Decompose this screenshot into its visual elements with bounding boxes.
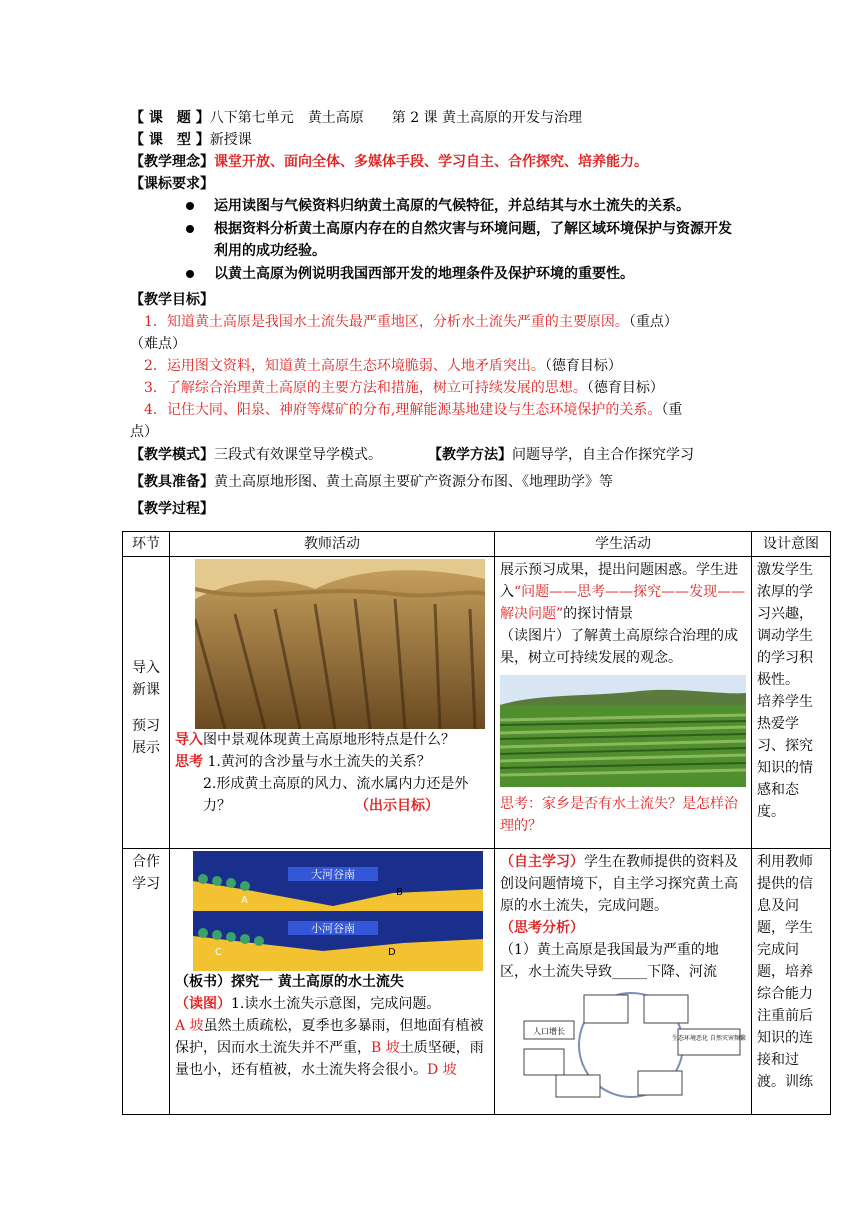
student-text-1a: 展示预习成果，提出问题困惑。学生进入 bbox=[500, 562, 738, 600]
student-text-1 bbox=[500, 559, 746, 625]
type-value: 新授课 bbox=[209, 132, 252, 148]
segment-intro: 导入新课 bbox=[132, 660, 160, 698]
lesson-topic-line bbox=[130, 108, 582, 128]
bullet-icon bbox=[186, 270, 194, 278]
student-activity-cell bbox=[495, 849, 752, 1115]
slope-b-text: 土质坚硬，雨量也小，还有植被，水土流失将会很小。 bbox=[175, 1040, 484, 1078]
board-note: （板书）探究一 黄土高原的水土流失 bbox=[175, 974, 404, 990]
goal-3-tag: （德育目标） bbox=[586, 380, 664, 396]
slope-analysis bbox=[175, 1015, 489, 1081]
analysis-label: （思考分析） bbox=[500, 920, 584, 936]
table-header-row bbox=[123, 532, 831, 557]
goal-4-tag: （重 bbox=[661, 402, 683, 418]
mode-label: 【教学模式】 bbox=[130, 447, 214, 463]
tools-line bbox=[130, 472, 613, 492]
design-intent-cell bbox=[752, 557, 831, 849]
goal-3-text: 3．了解综合治理黄土高原的主要方法和措施，树立可持续发展的思想。 bbox=[144, 380, 587, 396]
slope-b-label: B 坡 bbox=[371, 1040, 400, 1056]
think-question-2: 2.形成黄土高原的风力、流水属内力还是外力？ bbox=[203, 776, 469, 814]
mode-value: 三段式有效课堂导学模式。 bbox=[214, 447, 382, 463]
intent-text-1: 激发学生浓厚的学习兴趣，调动学生的学习积极性。 bbox=[757, 562, 813, 688]
slope-d-label: D 坡 bbox=[427, 1062, 457, 1078]
table-row bbox=[123, 849, 831, 1115]
table-row bbox=[123, 557, 831, 849]
goal-1-text: 1．知道黄土高原是我国水土流失最严重地区，分析水土流失严重的主要原因。 bbox=[144, 314, 629, 330]
goal-1 bbox=[144, 312, 678, 332]
lesson-type-line bbox=[130, 130, 252, 150]
goal-4-tag2: 点） bbox=[130, 424, 158, 440]
svg-text:A: A bbox=[241, 895, 248, 906]
student-text-1c: 的探讨情景 bbox=[563, 606, 634, 622]
flow-box-1: 人口增长 bbox=[533, 1027, 565, 1036]
process-label: 【教学过程】 bbox=[130, 501, 214, 517]
think-label: 思考 bbox=[175, 754, 203, 770]
slope-a-text: 虽然土质疏松，夏季也多暴雨，但地面有植被保护，因而水土流失并不严重， bbox=[175, 1018, 484, 1056]
goal-4-text: 4．记住大同、阳泉、神府等煤矿的分布,理解能源基地建设与生态环境保护的关系。 bbox=[144, 402, 662, 418]
intro-question: 图中景观体现黄土高原地形特点是什么？ bbox=[203, 732, 455, 748]
cause-effect-flow-diagram bbox=[516, 987, 746, 1099]
standard-item-1: 运用读图与气候资料归纳黄土高原的气候特征，并总结其与水土流失的关系。 bbox=[214, 198, 690, 214]
segment-coop: 合作学习 bbox=[132, 854, 160, 892]
teacher-activity-cell bbox=[170, 849, 495, 1115]
terraced-fields-photo bbox=[500, 675, 746, 787]
student-text-2: （读图片）了解黄土高原综合治理的成果，树立可持续发展的观念。 bbox=[500, 628, 738, 666]
idea-label: 【教学理念】 bbox=[130, 154, 214, 170]
diagram-label-bottom: 小河谷南 bbox=[311, 922, 355, 935]
svg-text:D: D bbox=[388, 947, 396, 958]
analysis-question-1: （1）黄土高原是我国最为严重的地区，水土流失导致_____下降、河流 bbox=[500, 942, 719, 980]
mode-method-line bbox=[130, 445, 694, 465]
show-goal-label: （出示目标） bbox=[355, 798, 439, 814]
svg-text:B: B bbox=[396, 887, 403, 898]
standards-label: 【课标要求】 bbox=[130, 176, 214, 192]
topic-value: 八下第七单元 黄土高原 第 2 课 黄土高原的开发与治理 bbox=[209, 110, 583, 126]
method-value: 问题导学，自主合作探究学习 bbox=[512, 447, 694, 463]
bullet-icon bbox=[186, 202, 194, 210]
loess-gully-photo bbox=[195, 559, 485, 729]
goals-label: 【教学目标】 bbox=[130, 292, 214, 308]
slope-a-label: A 坡 bbox=[175, 1018, 204, 1034]
tools-value: 黄土高原地形图、黄土高原主要矿产资源分布图、《地理助学》等 bbox=[214, 474, 613, 490]
header-student: 学生活动 bbox=[495, 532, 752, 557]
goal-4 bbox=[144, 400, 682, 420]
design-intent-cell bbox=[752, 849, 831, 1115]
standard-item-3: 以黄土高原为例说明我国西部开发的地理条件及保护环境的重要性。 bbox=[214, 266, 634, 282]
self-study-text: 学生在教师提供的资料及创设问题情境下，自主学习探究黄土高原的水土流失，完成问题。 bbox=[500, 854, 738, 914]
self-study-label: （自主学习） bbox=[500, 854, 584, 870]
type-label: 【 课 型 】 bbox=[130, 132, 210, 148]
think-question-1: 1.黄河的含沙量与水土流失的关系？ bbox=[203, 754, 431, 770]
segment-cell bbox=[123, 849, 170, 1115]
svg-text:C: C bbox=[215, 947, 222, 958]
intro-label: 导入 bbox=[175, 732, 203, 748]
tools-label: 【教具准备】 bbox=[130, 474, 214, 490]
segment-cell bbox=[123, 557, 170, 849]
diagram-label-top: 大河谷南 bbox=[311, 868, 355, 881]
header-teacher: 教师活动 bbox=[170, 532, 495, 557]
teaching-process-table bbox=[122, 531, 831, 1115]
goal-3 bbox=[144, 378, 664, 398]
teaching-idea-line bbox=[130, 152, 648, 172]
idea-value: 课堂开放、面向全体、多媒体手段、学习自主、合作探究、培养能力。 bbox=[214, 154, 648, 170]
bullet-icon bbox=[186, 225, 194, 233]
goal-2 bbox=[144, 356, 622, 376]
erosion-diagram bbox=[193, 851, 483, 971]
segment-preview: 预习展示 bbox=[132, 718, 160, 756]
read-map-text: 1.读水土流失示意图，完成问题。 bbox=[231, 996, 441, 1012]
standard-item-2: 根据资料分析黄土高原内存在的自然灾害与环境问题，了解区域环境保护与资源开发利用的成功经验。 bbox=[214, 221, 732, 259]
header-segment: 环节 bbox=[123, 532, 170, 557]
intent-text-2: 培养学生热爱学习、探究知识的情感和态度。 bbox=[757, 694, 813, 820]
intent-text-3: 利用教师提供的信息及问题，学生完成问题，培养综合能力注重前后知识的连接和过渡。训练 bbox=[757, 854, 813, 1090]
flow-box-2: 生态环境恶化 自然灾害频繁 bbox=[672, 1035, 746, 1042]
goal-1-tag: （重点） bbox=[628, 314, 678, 330]
method-label: 【教学方法】 bbox=[428, 447, 512, 463]
topic-label: 【 课 题 】 bbox=[130, 110, 210, 126]
goal-2-tag: （德育目标） bbox=[544, 358, 622, 374]
student-text-1b: “问题——思考——探究——发现——解决问题” bbox=[500, 584, 746, 622]
goal-2-text: 2．运用图文资料，知道黄土高原生态环境脆弱、人地矛盾突出。 bbox=[144, 358, 545, 374]
student-activity-cell bbox=[495, 557, 752, 849]
teacher-activity-cell bbox=[170, 557, 495, 849]
goal-1-tag2: （难点） bbox=[130, 336, 186, 352]
student-think: 思考：家乡是否有水土流失？是怎样治理的？ bbox=[500, 796, 738, 834]
header-intent: 设计意图 bbox=[752, 532, 831, 557]
read-map-label: （读图） bbox=[175, 996, 231, 1012]
